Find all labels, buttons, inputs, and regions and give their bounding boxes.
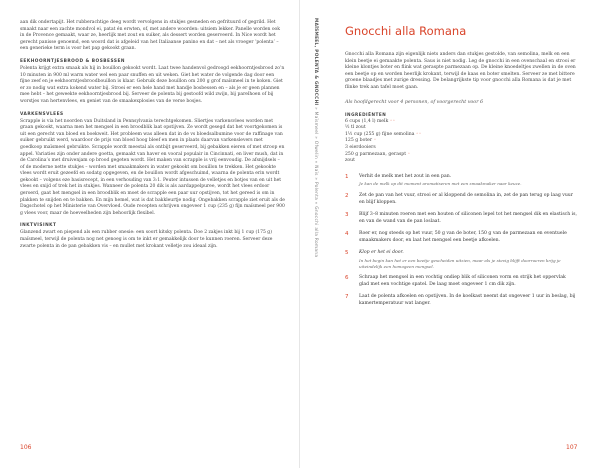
ingredient-text: 6 cups (1,4 l) melk bbox=[345, 118, 389, 124]
method-step bbox=[345, 250, 577, 269]
method-step bbox=[345, 275, 577, 288]
step-number: 6 bbox=[345, 275, 349, 282]
step-text: Schraap het mengsel in een vochtig ondiep blik of siliconen vorm en strijk het oppervlak glad met een vochtige spatel. De laag moet ongeveer 1 cm dik zijn. bbox=[359, 275, 566, 287]
ingredient-item bbox=[345, 145, 577, 152]
ingredient-item bbox=[345, 132, 577, 139]
ingredient-text: ½ tl zout bbox=[345, 125, 366, 131]
method-step bbox=[345, 212, 577, 225]
ingredient-marker: ◦ bbox=[406, 151, 411, 157]
right-page bbox=[345, 20, 577, 314]
ingredient-text: zout bbox=[345, 158, 355, 164]
step-text: Blijf 3–8 minuten roeren met een houten of siliconen lepel tot het mengsel dik en elastisch is, en van de wand van de pan loslaat. bbox=[359, 212, 577, 224]
step-note: In het begin kan het er een beetje gescheiden uitzien, maar als je stevig blijft doorroeren krijg je uiteindelijk een homogeen mengsel. bbox=[359, 258, 561, 269]
running-head-chapter: MAÏSMEEL, POLENTA & GNOCCHI bbox=[313, 18, 318, 106]
left-page bbox=[20, 20, 285, 254]
recipe-serves: Als hoofdgerecht voor 4 personen, of voorgerecht voor 6 bbox=[345, 99, 484, 105]
ingredient-item bbox=[345, 125, 577, 132]
step-text: Verhit de melk met het zout in een pan. bbox=[359, 173, 452, 179]
step-text: Zet de pan van het vuur, strooi er al kloppend de semolina in, zet de pan terug op laag vuur en blijf kloppen. bbox=[359, 192, 573, 205]
section-body-varkensvlees: Scrapple is via het noorden van Duitsland in Pennsylvania terechtgekomen. Sliertjes varkensvlees worden met graan gekookt, waarna men het mengsel in een broodblik laat opstijven. Ze wordt gesegd dat het voortgekomen is uit een gerecht van bloed en boekweit. Het probleem was alleen dat in de vs bloedsalbumine voor de raffinage van suiker gebruikt werd, waardoor de prijs van bloed hoog bleef en men in plaats daarvan varkenslevers met goedkoop maïsmeel gebruikte. Scrapple wordt meestal als ontbijt geserveerd, bij gebakken eieren of met stroop en appel. Variaties zijn onder andere goetta, gemaakt van haver en vooral populair in Cincinnati, en liver mush, dat in de Carolina’s met druivenjam op brood gegeten wordt. Het maken van scrapple is vrij eenvoudig. De afsnijdsels – of de moderne nette stukjes – worden met smaakmakers in water gekookt om bouillon te trekken. Het gekookte vlees wordt eruit gezeefd en sodatg opgegeven, en de bouillon wordt afgeschuimd, waarna de polenta erin wordt gekookt – volgens eze basisrecept, in een verhouding van 3:1. Peuter intussen de velletjes en botjes van en uit het vlees en snijd of trek het in stukjes. Wanneer de polenta 20 dik is als aardappelpuree, wordt het vlees erdoor geroerd, gaat het mengsel in een broodblik en moet de scrapple een paar uur opstijven, tot het gereed is om in plakken te snijden en te bakken. En mijn hemel, wat is dat bakkleurtje nodig. Ongebakken scrapple ziet eruit als de Dagschotel op het Ministerie van Overvloed. Oude recepten schrijven ongeveer 1 cup (235 g) fijn maïsmeel per 900 g vlees voor, maar de hoeveelheden zijn behoorlijk flexibel. bbox=[20, 118, 285, 216]
step-number: 3 bbox=[345, 212, 349, 219]
ingredients-list bbox=[345, 119, 577, 165]
page-gutter bbox=[299, 0, 300, 468]
method-step bbox=[345, 294, 577, 307]
step-text: Klop er het ei door. bbox=[359, 250, 404, 256]
section-heading-inktvisinkt: INKTVISINKT bbox=[20, 223, 57, 229]
running-head-breadcrumb: » Maïsmeel » Ofwelin » Naïs » Polenta » Gnocchi alla Romana bbox=[313, 105, 318, 258]
step-note: Je kan de melk op dit moment aromatiseren met een smaakmaker naar keuze. bbox=[359, 181, 522, 187]
ingredient-marker: ◦◦ bbox=[388, 118, 396, 124]
step-number: 4 bbox=[345, 231, 349, 238]
step-number: 2 bbox=[345, 192, 349, 199]
step-number: 5 bbox=[345, 250, 349, 257]
section-body-inktvisinkt: Glanzend zwart en piepend als een rubber onesie: een soort kitsky polenta. Doe 2 zakjes inkt bij 1 cup (175 g) maïsmeel, terwijl de polenta nog net genoeg is om te inkt er gemakkelijk door te kunnen roeren. Serveer deze zwarte polenta in de pan gebakken vis – en mullet met krokant velletje zou ideaal zijn. bbox=[20, 230, 273, 249]
page-number-right: 107 bbox=[566, 444, 578, 451]
recipe-intro: Gnocchi alla Romana zijn eigenlijk niets anders dan stukjes gestolde, van semolina, melk en een klein beetje ei gemaakte polenta. Saus is niet nodig. Leg de gnocchi in een ovenschaal en strooi er kleine klontjes boter en flink wat geraspte parmezaan op. De kleine knoedeltjes zwellen in de oven een beetje op en worden heerlijk krokant, terwijl de kaas en boter smelten. Serveer ze met bittere groene blaadjes met zurige dressing. De belangrijkste tip voor gnocchi alla Romana is dat je met flinke trek aan tafel moet gaan. bbox=[345, 52, 576, 90]
section-heading-varkensvlees: VARKENSVLEES bbox=[20, 111, 64, 117]
section-body-eekhoorntjesbrood: Polenta krijgt extra smaak als hij in bouillon gekookt wordt. Laat twee handenvol gedroogd eekhoorntjesbrood zo’n 10 minuten in 900 ml warm water wel een paar snuffen en uit weken. Giet het water de volgende dag door een fijne zeef en je eekhoorntjesbroodbouillon is klaar. Gebruik deze bouillon om 200 g grof maïsmeel in te koken. Giet er zo nodig wat extra kokend water bij. Stroei er een hele hand met handje bosbessen en – als je er geen plannen mee hebt – het geweekte eekhoorntjesbrood bij. Serveer de polenta bij gestoofd wild zwijn, bij parelhoen of bij worstjes van hertenvlees, en geniet van de smaakexplosies van de verse bosjes. bbox=[20, 65, 285, 104]
ingredient-item bbox=[345, 152, 577, 159]
section-heading-eekhoorntjesbrood: EEKHOORNTJESBROOD & BOSBESSEN bbox=[20, 58, 126, 64]
ingredient-item bbox=[345, 138, 577, 145]
step-text: Roer er, nog steeds op het vuur, 50 g van de boter, 150 g van de parmezaan en eventuele smaakmakers door, en laat het mengsel een beetje afkoelen. bbox=[359, 231, 567, 243]
left-intro-paragraph: aan dik ondertapijt. Het rubberachtige deeg wordt vervolgens in stukjes gesneden en gefrituurd of gegrild. Het smaakt naar een zachte mondvol ei, patat én erwten, of, met andere woorden: uitsiem lekker. Panelle worden ook in de Provence gemaakt, waar ze, heerlijk met zout en suiker, als dessert worden geserveerd. In Nice wordt het gerecht panisse genoemd, een woord dat is afgeleid van het Italiaanse panino en dat – net als vroeger ‘polenta’ – een generieke term is voor het pap gekookt graan. bbox=[20, 20, 280, 52]
ingredient-text: 125 g boter bbox=[345, 138, 373, 144]
running-head-text bbox=[313, 18, 318, 257]
ingredient-text: 250 g parmezaan, geraspt bbox=[345, 151, 407, 157]
method-step bbox=[345, 174, 577, 187]
page-number-left: 106 bbox=[20, 444, 32, 451]
method-step bbox=[345, 193, 577, 206]
ingredient-item bbox=[345, 158, 577, 165]
running-head bbox=[312, 18, 322, 298]
step-text: Laat de polenta afkoelen en opstijven. In de koelkast neemt dat ongeveer 1 uur in beslag, bij kamertemperatuur wat langer. bbox=[359, 294, 576, 307]
ingredients-heading: INGREDIËNTEN bbox=[345, 111, 387, 117]
ingredient-marker: ◦◦ bbox=[414, 131, 422, 137]
ingredient-marker: ◦ bbox=[372, 138, 377, 144]
method-steps bbox=[345, 174, 577, 308]
method-step bbox=[345, 231, 577, 244]
ingredient-item bbox=[345, 119, 577, 126]
step-number: 1 bbox=[345, 173, 349, 180]
ingredient-text: 3 eierdooiers bbox=[345, 144, 376, 150]
recipe-title: Gnocchi alla Romana bbox=[345, 24, 467, 38]
step-number: 7 bbox=[345, 294, 349, 301]
ingredient-text: 1½ cup (255 g) fijne semolina bbox=[345, 131, 415, 137]
